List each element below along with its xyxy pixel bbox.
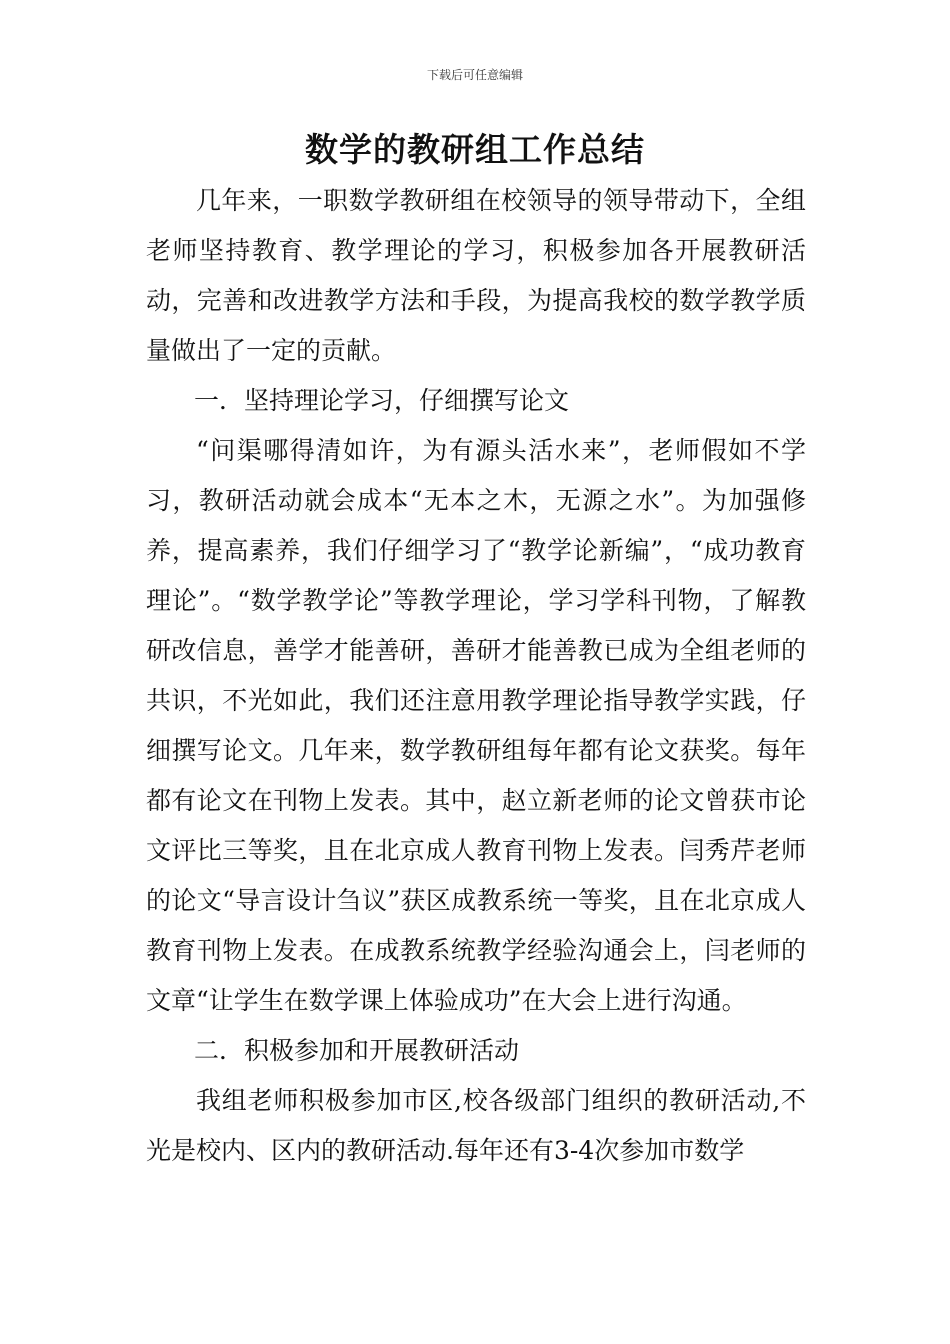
section-1-paragraph: “问渠哪得清如许，为有源头活水来”，老师假如不学习，教研活动就会成本“无本之木，无源之水”。为加强修养，提高素养，我们仔细学习了“教学论新编”，“成功教育理论”。“数学教学论”等教学理论，学习学科刊物，了解教研改信息，善学才能善研，善研才能善教已成为全组老师的共识，不光如此，我们还注意用教学理论指导教学实践，仔细撰写论文。几年来，数学教研组每年都有论文获奖。每年都有论文在刊物上发表。其中，赵立新老师的论文曾获市论文评比三等奖，且在北京成人教育刊物上发表。闫秀芹老师的论文“导言设计刍议”获区成教系统一等奖，且在北京成人教育刊物上发表。在成教系统教学经验沟通会上，闫老师的文章“让学生在数学课上体验成功”在大会上进行沟通。 (146, 436, 806, 1015)
section-heading-1: 一．坚持理论学习，仔细撰写论文 (194, 386, 570, 415)
section-heading-2: 二．积极参加和开展教研活动 (194, 1036, 520, 1065)
section-2-paragraph: 我组老师积极参加市区,校各级部门组织的教研活动,不光是校内、区内的教研活动.每年还有3-4次参加市数学 (146, 1086, 806, 1165)
header-note: 下载后可任意编辑 (426, 68, 523, 82)
document-body (146, 176, 806, 1176)
document-title: 数学的教研组工作总结 (305, 130, 645, 169)
intro-paragraph: 几年来，一职数学教研组在校领导的领导带动下，全组老师坚持教育、教学理论的学习，积极参加各开展教研活动，完善和改进教学方法和手段，为提高我校的数学教学质量做出了一定的贡献。 (146, 186, 806, 365)
